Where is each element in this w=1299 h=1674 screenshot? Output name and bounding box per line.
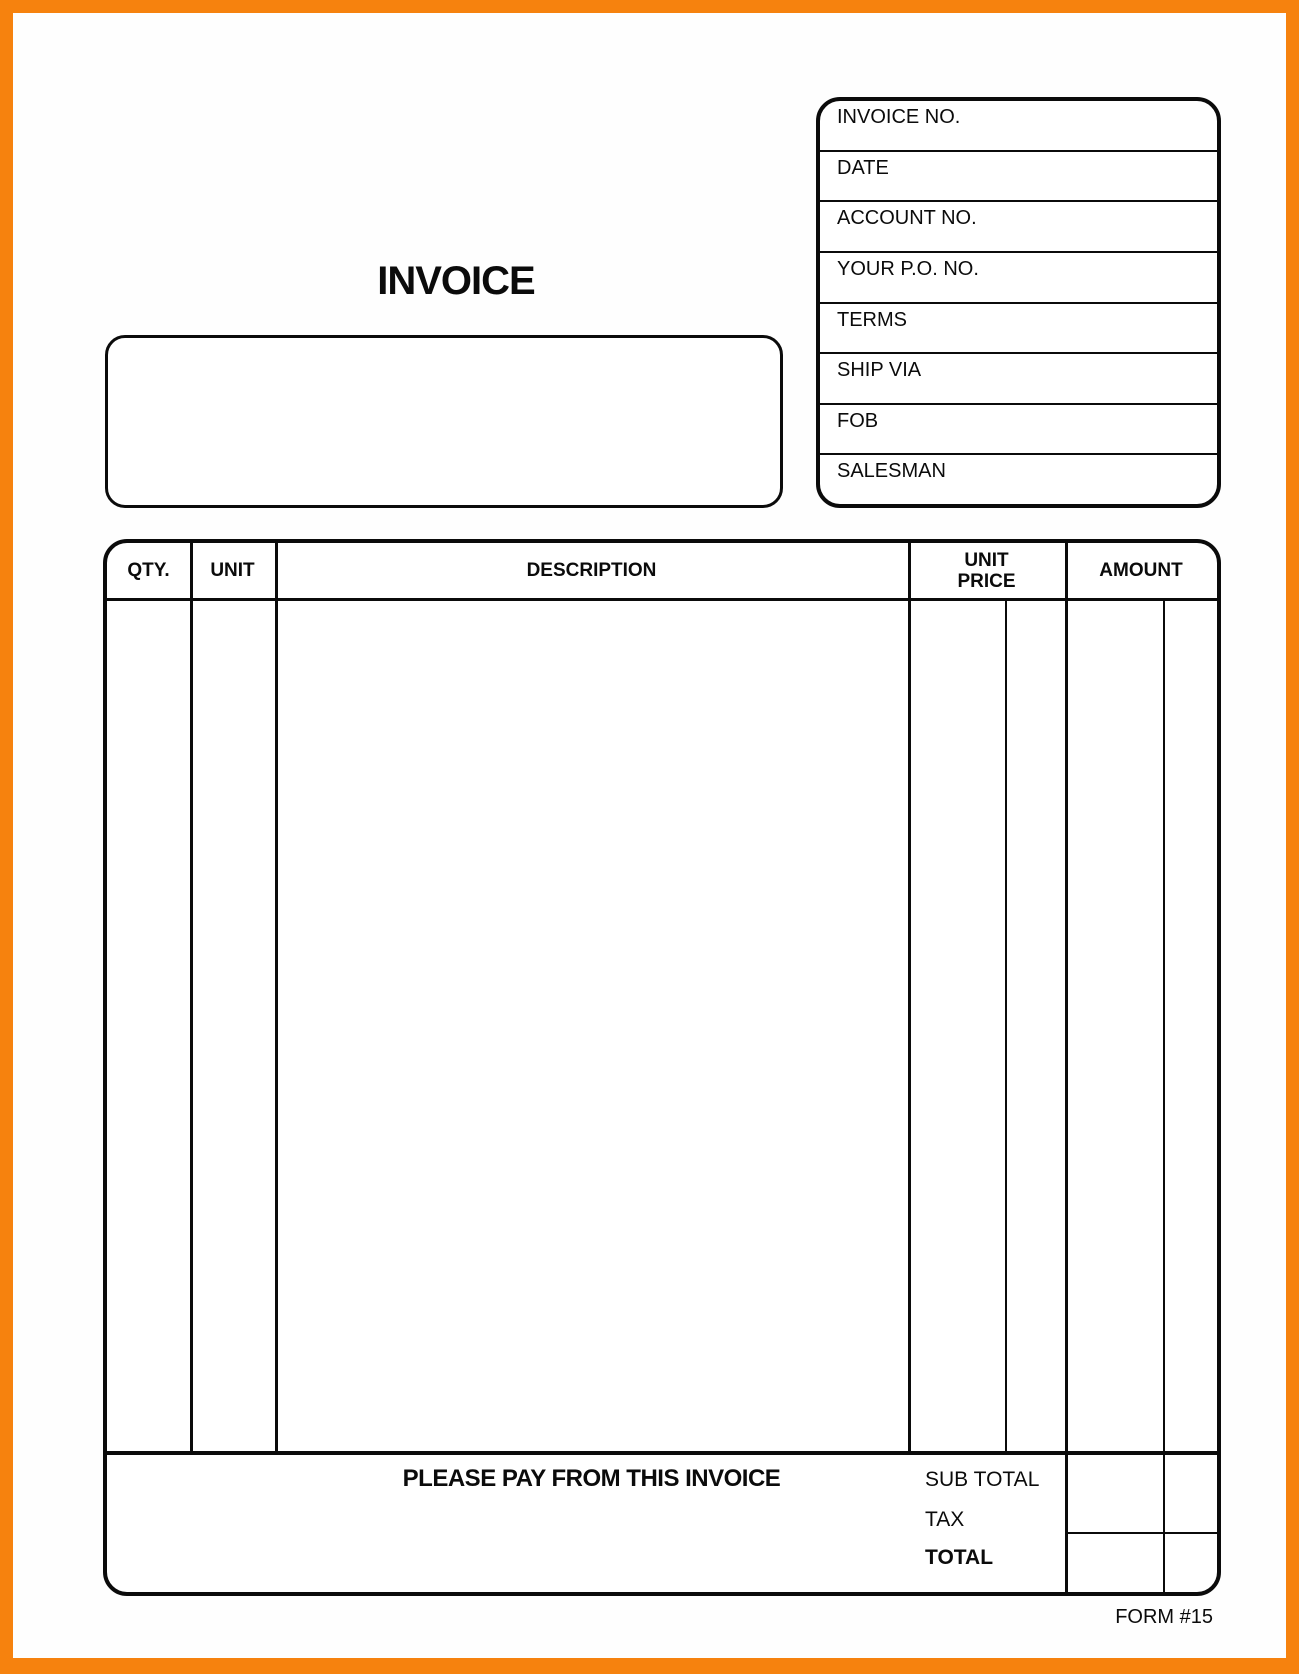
info-row-your-po-no[interactable] [820, 251, 1217, 302]
info-row-ship-via[interactable] [820, 352, 1217, 403]
unit-price-column-field[interactable] [911, 601, 1065, 1451]
form-number: FORM #15 [1115, 1606, 1213, 1628]
total-label: TOTAL [925, 1546, 994, 1569]
info-row-terms[interactable] [820, 302, 1217, 353]
line-items-table [103, 539, 1221, 1596]
col-header-qty: QTY. [127, 559, 170, 581]
invoice-no-label: INVOICE NO. [837, 106, 961, 128]
line-items-grid [107, 543, 1217, 1592]
pay-from-invoice-message: PLEASE PAY FROM THIS INVOICE [402, 1465, 781, 1492]
total-amount-box[interactable] [1068, 1534, 1217, 1592]
page-title: INVOICE [377, 259, 535, 303]
col-header-amount: AMOUNT [1099, 559, 1183, 581]
col-header-unit-price [908, 543, 1065, 598]
salesman-label: SALESMAN [837, 460, 946, 483]
unit-column-field[interactable] [193, 601, 275, 1451]
invoice-info-box [816, 97, 1221, 508]
info-row-account-no[interactable] [820, 200, 1217, 251]
col-header-unit-price-line1: UNIT [964, 549, 1009, 571]
col-header-unit: UNIT [210, 559, 255, 581]
ship-via-label: SHIP VIA [837, 359, 922, 382]
account-no-label: ACCOUNT NO. [837, 207, 977, 230]
info-row-date[interactable] [820, 150, 1217, 201]
info-row-salesman[interactable] [820, 453, 1217, 504]
subtotal-label: SUB TOTAL [925, 1468, 1040, 1491]
subtotal-tax-amount-box[interactable] [1068, 1455, 1217, 1532]
info-row-invoice-no[interactable] [820, 101, 1217, 150]
info-row-fob[interactable] [820, 403, 1217, 454]
footer-divider-line [107, 1451, 1217, 1455]
customer-address-box[interactable] [105, 335, 783, 508]
col-header-unit-price-line2: PRICE [957, 570, 1016, 592]
terms-label: TERMS [837, 308, 907, 331]
tax-label: TAX [925, 1508, 965, 1531]
col-header-description: DESCRIPTION [526, 559, 657, 581]
fob-label: FOB [837, 409, 879, 432]
your-po-no-label: YOUR P.O. NO. [837, 257, 979, 280]
date-label: DATE [837, 156, 889, 179]
description-column-field[interactable] [278, 601, 908, 1451]
qty-column-field[interactable] [107, 601, 190, 1451]
amount-column-field[interactable] [1068, 601, 1217, 1451]
